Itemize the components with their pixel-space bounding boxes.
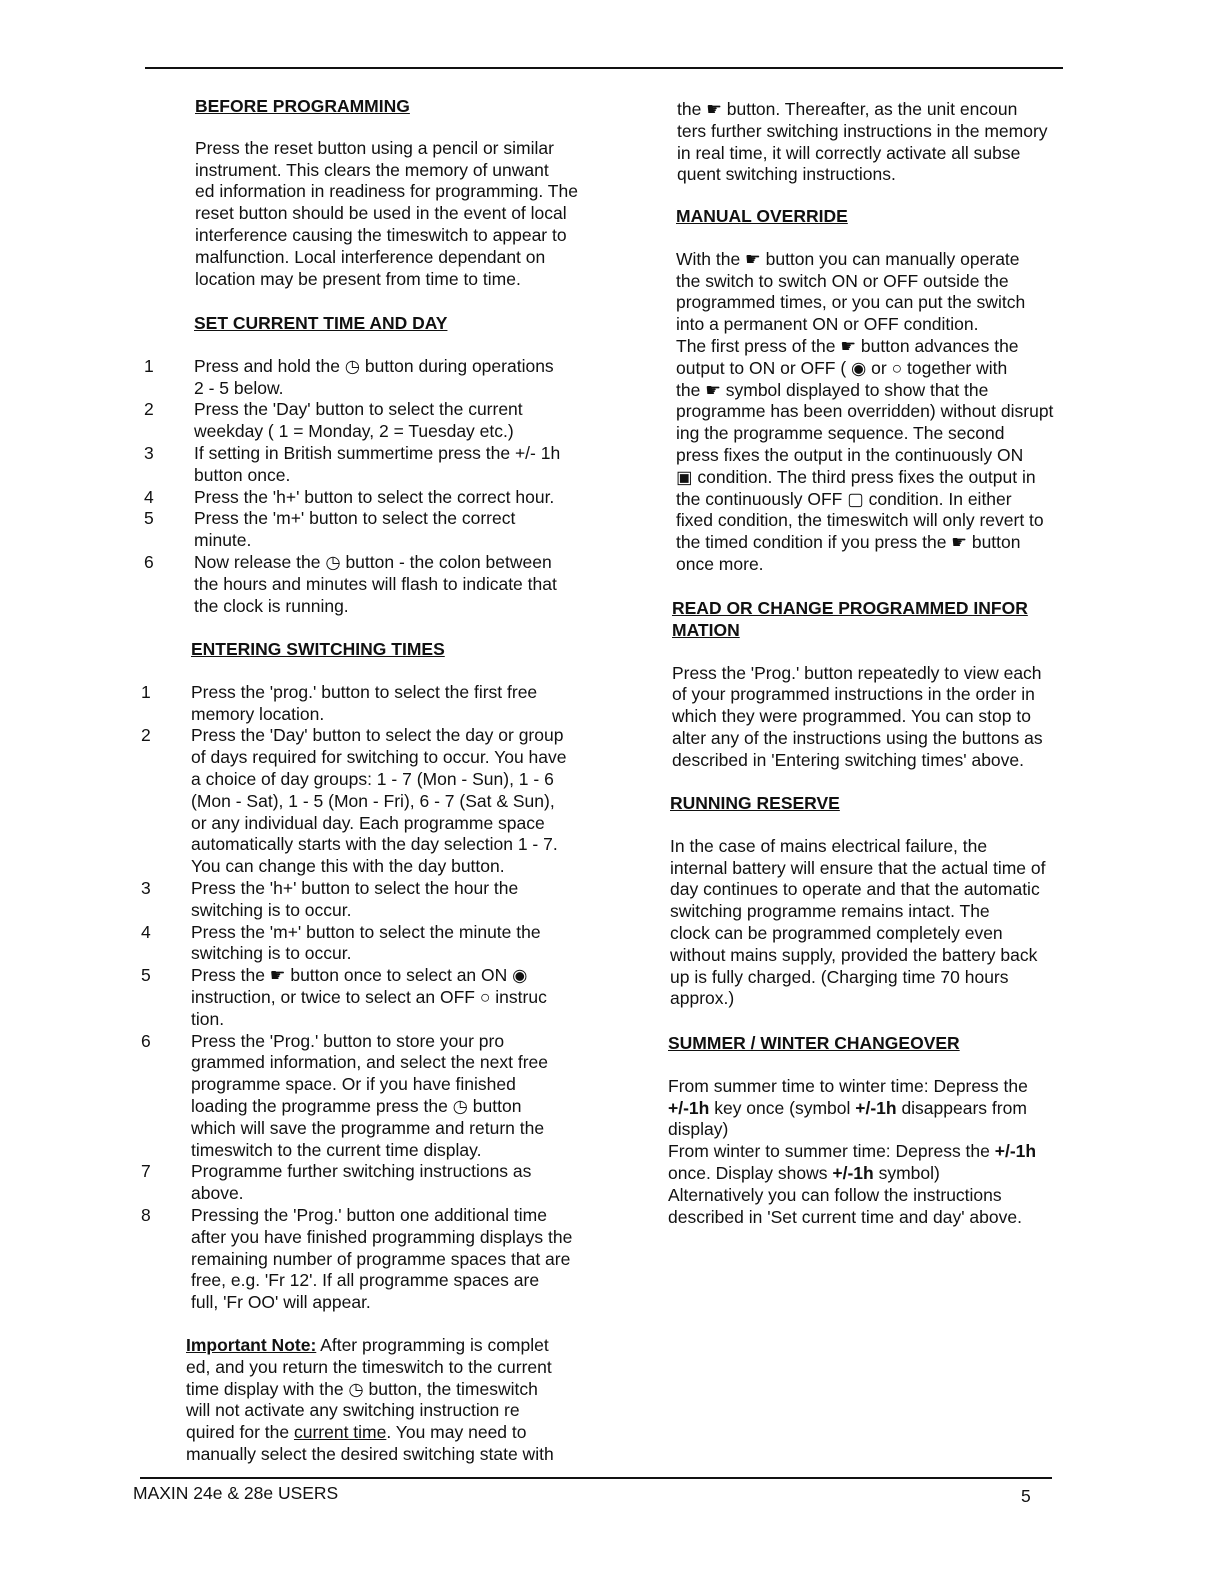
list-item [144,355,614,400]
list-item [144,399,614,443]
step-number: 2 [144,399,154,420]
step-number: 1 [144,355,154,376]
step-number: 4 [144,486,154,507]
step-number: 8 [141,1204,151,1225]
section-heading-summer-winter: SUMMER / WINTER CHANGEOVER [668,1033,960,1053]
list-item [141,1204,611,1314]
list-item [141,877,611,922]
summer-line-4 [668,1141,1068,1163]
summer-line-1: From summer time to winter time: Depress the [668,1075,1028,1096]
list-item [141,725,611,878]
step-number: 2 [141,725,151,746]
summer-line-5b: symbol) [873,1162,940,1183]
list-item [141,921,611,966]
important-note-text [186,1335,606,1466]
step-number: 5 [141,965,151,986]
section-heading-running-reserve: RUNNING RESERVE [670,793,840,813]
section-heading-set-time: SET CURRENT TIME AND DAY [194,313,448,333]
summer-line-4a: From winter to summer time: Depress the [668,1141,995,1162]
footer-title: MAXIN 24e & 28e USERS [133,1483,339,1503]
list-item [144,551,614,617]
section-heading-read-change: READ OR CHANGE PROGRAMMED INFOR MATION [672,598,1028,640]
step-number: 7 [141,1161,151,1182]
step-number: 3 [144,442,154,463]
step-text: Press the 'Prog.' button to store your pro grammed information, and select the next free programme space. Or if you have finished loading the programme press the ◷ button which will save the programme and return the timeswitch to the current time display. [191,1030,548,1160]
list-item [144,442,614,487]
before-programming-text: Press the reset button using a pencil or similar instrument. This clears the memory of unwant ed information in readiness for programming. The reset button should be used in the event of local interference causing the timeswitch to appear to malfunction. Local interference dependant on location may be present from time to time. [195,137,578,289]
step-text: Press the 'Day' button to select the day or group of days required for switching to occur. You have a choice of day groups: 1 - 7 (Mon - Sun), 1 - 6 (Mon - Sat), 1 - 5 (Mon - Fri), 6 - 7 (Sat & Sun), or any individual day. Each programme space automatically starts with the day selection 1 - 7. You can change this with the day button. [191,725,567,877]
entering-steps [141,681,611,1314]
top-rule [145,67,1063,69]
step-text: Press the 'prog.' button to select the first free memory location. [191,681,538,724]
manual-override-text: With the ☛ button you can manually operate the switch to switch ON or OFF outside the programmed times, or you can put the switch into a permanent ON or OFF condition. The first press of the ☛ button advances the output to ON or OFF ( ◉ or ○ together with the ☛ symbol displayed to show that the programme has been overridden) without disrupt ing the programme sequence. The second press fixes the output in the continuously ON ▣ condition. The third press fixes the output in the continuously OFF ▢ condition. In either fixed condition, the timeswitch will only revert to the timed condition if you press the ☛ button once more. [676,248,1054,574]
right-column [677,99,1077,186]
section-heading-manual-override: MANUAL OVERRIDE [676,206,848,226]
key-label: +/-1h [994,1141,1037,1162]
step-text: Press the 'h+' button to select the hour the switching is to occur. [191,877,519,920]
list-item [144,508,614,552]
summer-line-3: display) [668,1119,729,1140]
list-item [141,681,611,726]
step-number: 3 [141,877,151,898]
running-reserve-section [670,793,1070,1010]
list-item [144,486,614,509]
current-time-link: current time [293,1422,387,1443]
list-item [141,965,611,1030]
list-item [141,1030,611,1162]
step-number: 6 [144,551,154,572]
summer-line-6: Alternatively you can follow the instructions described in 'Set current time and day' above. [668,1184,1022,1227]
entering-section [141,639,611,1314]
continuation-text: the ☛ button. Thereafter, as the unit encoun ters further switching instructions in the memory in real time, it will correctly activate all subse quent switching instructions. [677,99,1048,185]
key-label: +/-1h [855,1097,897,1118]
step-text: Press the 'm+' button to select the correct minute. [194,508,516,551]
key-label: +/-1h [832,1162,874,1183]
summer-line-2a: key once (symbol [709,1097,856,1118]
left-column [195,96,615,290]
step-text: If setting in British summertime press the +/- 1h button once. [194,442,561,485]
key-label: +/-1h [668,1097,710,1118]
step-text: Press the 'm+' button to select the minute the switching is to occur. [191,921,541,964]
running-reserve-text: In the case of mains electrical failure, the internal battery will ensure that the actual time of day continues to operate and that the automatic switching programme remains intact. The clock can be programmed completely even without mains supply, provided the battery back up is fully charged. (Charging time 70 hours approx.) [670,835,1046,1009]
note-text-a: After programming is complet ed, and you return the timeswitch to the current time display with the ◷ button, the timeswitch will not activate any switching instruction re quired for the [186,1335,552,1443]
summer-line-2 [668,1098,1068,1120]
step-number: 1 [141,681,151,702]
manual-override-section [676,206,1076,576]
summer-winter-text [668,1076,1068,1229]
section-heading-entering: ENTERING SWITCHING TIMES [191,639,445,659]
step-text: Press the 'h+' button to select the correct hour. [194,486,555,507]
important-note-label: Important Note: [186,1335,317,1355]
read-change-text: Press the 'Prog.' button repeatedly to view each of your programmed instructions in the order in which they were programmed. You can stop to alter any of the instructions using the buttons as described in 'Entering switching times' above. [672,662,1043,770]
list-item [141,1161,611,1205]
step-text: Press the 'Day' button to select the current weekday ( 1 = Monday, 2 = Tuesday etc.) [194,399,523,442]
note-text-b: . You may need to manually select the desired switching state with [186,1422,554,1464]
step-number: 4 [141,921,151,942]
summer-winter-section [668,1033,1068,1228]
set-time-steps [144,355,614,618]
step-text: Press the ☛ button once to select an ON ◉ instruction, or twice to select an OFF ○ instruc tion. [191,965,547,1029]
section-heading-before-programming: BEFORE PROGRAMMING [195,96,410,116]
important-note [186,1335,606,1466]
read-change-section [672,598,1072,772]
set-time-section [144,313,614,617]
bottom-rule [140,1477,1052,1479]
step-text: Pressing the 'Prog.' button one additional time after you have finished programming displays the remaining number of programme spaces that are free, e.g. 'Fr 12'. If all programme spaces are full, 'Fr OO' will appear. [191,1204,573,1313]
summer-line-5 [668,1163,1068,1185]
step-text: Programme further switching instructions as above. [191,1161,532,1204]
step-number: 6 [141,1030,151,1051]
summer-line-2b: disappears from [896,1097,1027,1118]
summer-line-5a: once. Display shows [668,1162,833,1183]
step-text: Now release the ◷ button - the colon between the hours and minutes will flash to indicate that the clock is running. [194,551,557,616]
step-text: Press and hold the ◷ button during operations 2 - 5 below. [194,355,554,398]
page-number: 5 [1021,1486,1031,1506]
step-number: 5 [144,508,154,529]
